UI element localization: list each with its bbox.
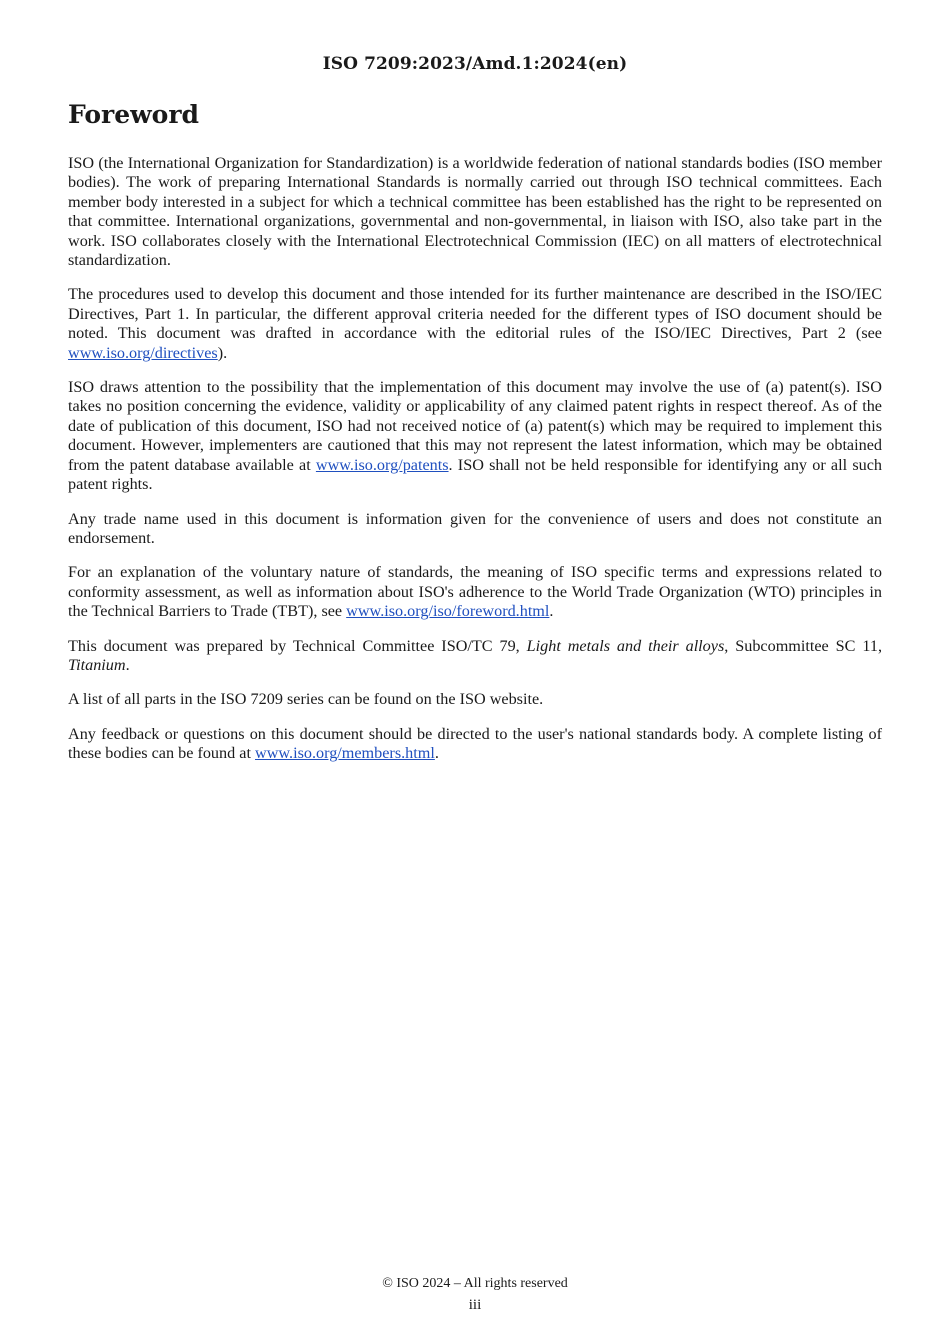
foreword-body [68, 154, 882, 779]
paragraph-text: . [125, 655, 130, 674]
paragraph-text: ). [217, 343, 228, 362]
paragraph-text: The procedures used to develop this document and those intended for its further maintenance are described in the ISO/IEC Directives, Part 1. In particular, the different approval criteria needed for the different types of ISO document should be noted. This document was drafted in accordance with the editorial rules of the ISO/IEC Directives, Part 2 (see [68, 285, 882, 343]
paragraph-feedback [68, 725, 882, 764]
page-title: Foreword [68, 100, 199, 129]
paragraph-text: . ISO shall not be held responsible for identifying any or all such patent rights. [68, 455, 882, 494]
members-link[interactable]: www.iso.org/members.html [255, 744, 435, 763]
paragraph-iso-intro: ISO (the International Organization for Standardization) is a worldwide federation of national standards bodies (ISO member bodies). The work of preparing International Standards is normally carried out through ISO technical committees. Each member body interested in a subject for which a technical committee has been established has the right to be represented on that committee. International organizations, governmental and non-governmental, in liaison with ISO, also take part in the work. ISO collaborates closely with the International Electrotechnical Commission (IEC) on all matters of electrotechnical standardization. [68, 154, 882, 270]
document-header: ISO 7209:2023/Amd.1:2024(en) [322, 54, 628, 74]
paragraph-text: ISO draws attention to the possibility that the implementation of this document may involve the use of (a) patent(s). ISO takes no position concerning the evidence, validity or applicability of any claimed patent rights in respect thereof. As of the date of publication of this document, ISO had not received notice of (a) patent(s) which may be required to implement this document. However, implementers are cautioned that this may not represent the latest information, which may be obtained from the patent database available at [68, 378, 882, 474]
paragraph-voluntary-nature [68, 563, 882, 621]
foreword-link[interactable]: www.iso.org/iso/foreword.html [346, 602, 550, 621]
committee-title: Light metals and their alloys [526, 636, 725, 655]
subcommittee-title: Titanium [68, 655, 126, 674]
paragraph-text: , Subcommittee SC 11, [724, 636, 882, 655]
paragraph-patents [68, 378, 882, 494]
paragraph-trade-name: Any trade name used in this document is information given for the convenience of users and does not constitute an endorsement. [68, 509, 882, 547]
paragraph-committee [68, 637, 882, 676]
paragraph-series-list: A list of all parts in the ISO 7209 series can be found on the ISO website. [68, 690, 544, 709]
paragraph-text: For an explanation of the voluntary nature of standards, the meaning of ISO specific terms and expressions related to conformity assessment, as well as information about ISO's adherence to the World Trade Organization (WTO) principles in the Technical Barriers to Trade (TBT), see [68, 563, 882, 621]
paragraph-text: This document was prepared by Technical Committee ISO/TC 79, [68, 636, 527, 655]
copyright-notice: © ISO 2024 – All rights reserved [382, 1276, 568, 1291]
paragraph-procedures [68, 285, 882, 363]
paragraph-text: . [549, 602, 554, 621]
paragraph-text: . [434, 744, 439, 763]
paragraph-text: Any feedback or questions on this document should be directed to the user's national standards body. A complete listing of these bodies can be found at [68, 724, 882, 763]
directives-link[interactable]: www.iso.org/directives [68, 343, 218, 362]
page-number: iii [468, 1297, 482, 1313]
patents-link[interactable]: www.iso.org/patents [315, 455, 449, 474]
